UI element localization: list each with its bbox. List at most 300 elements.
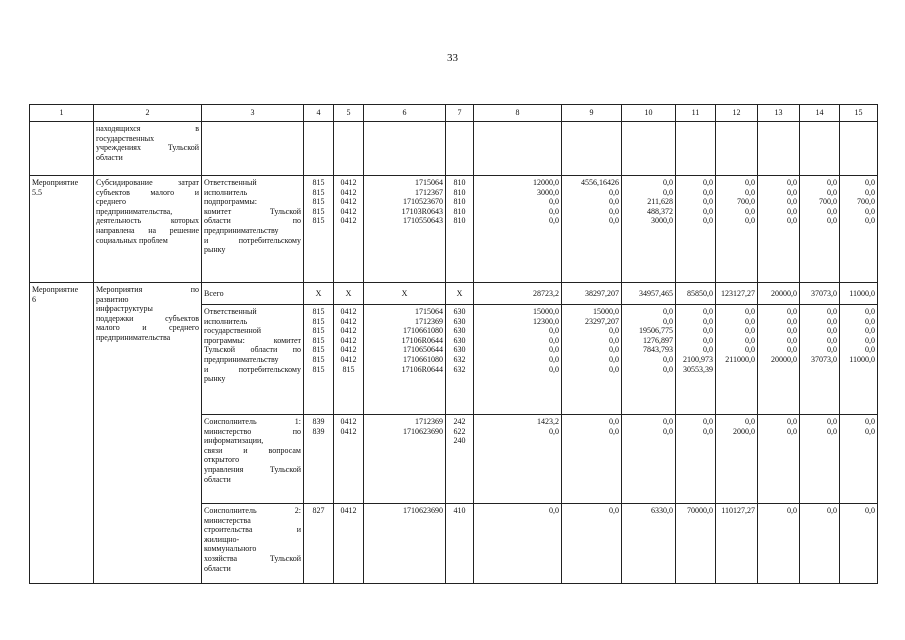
activity-6-total-col4: X [304, 283, 334, 305]
activity-5-5-label [30, 176, 94, 283]
cell-line: 0,0 [609, 206, 619, 216]
cell-line: 0,0 [703, 426, 713, 436]
header-col-15: 15 [840, 105, 878, 122]
activity-6-co2-col9: 0,0 [562, 504, 622, 584]
header-col-13: 13 [758, 105, 800, 122]
cell-line: 1712369 [415, 417, 443, 426]
cell-line: 0412 [340, 307, 357, 316]
cell-line: 0,0 [703, 335, 713, 345]
cell-line: 0,0 [865, 335, 875, 345]
cell-line: субъектов малого и [96, 187, 199, 197]
cell-line: 0,0 [745, 326, 755, 336]
activity-5-5-row [30, 176, 878, 283]
header-col-12: 12 [716, 105, 758, 122]
activity-6-total-col15: 11000,0 [840, 283, 878, 305]
cell-line: 0,0 [865, 216, 875, 226]
activity-5-5-col6 [364, 176, 446, 283]
cell-line: области [96, 152, 123, 162]
page-number: 33 [447, 52, 458, 64]
cell-line: 0,0 [609, 187, 619, 197]
header-col-5: 5 [334, 105, 364, 122]
cell-line: государственных [96, 133, 155, 143]
cell-line: 810 [453, 197, 466, 207]
cell-line: 0,0 [827, 216, 837, 226]
cell-line: комитет Тульской [204, 206, 301, 216]
cell-line: 815 [312, 345, 325, 355]
cell-line: деятельность которых [96, 216, 199, 226]
cell-line: 0,0 [609, 417, 619, 426]
cell-line: 0,0 [787, 316, 797, 326]
cell-line: 0,0 [787, 417, 797, 426]
cell-line: 1710623690 [403, 426, 443, 436]
cell-line: 0,0 [703, 307, 713, 316]
cell-line: 815 [312, 197, 325, 207]
cell-line: 810 [453, 178, 466, 187]
cell-line: 0412 [340, 417, 357, 426]
cell-line: министерство по [204, 426, 301, 436]
cell-line: информатизации, [204, 436, 264, 446]
cell-line: 0,0 [827, 326, 837, 336]
cell-line: 211,628 [647, 197, 673, 207]
cell-line: 1712367 [415, 187, 443, 197]
cell-line: 211000,0 [725, 354, 755, 364]
activity-6-co1-col11 [676, 415, 716, 504]
cell-line: 700,0 [857, 197, 875, 207]
cell-line: рынку [204, 374, 226, 384]
cell-line: 1710523670 [403, 197, 443, 207]
cell-line: 1712369 [415, 316, 443, 326]
cell-line: 622 [453, 426, 466, 436]
cell-line: 3000,0 [651, 216, 673, 226]
cell-line: 0,0 [787, 216, 797, 226]
cell-line: 0,0 [787, 206, 797, 216]
cell-line: 0,0 [609, 197, 619, 207]
header-col-8: 8 [474, 105, 562, 122]
cell-line: 632 [453, 364, 466, 374]
cell-line: 839 [312, 417, 325, 426]
activity-6-total-col6: X [364, 283, 446, 305]
cell-line: 11000,0 [849, 354, 875, 364]
cell-line: 0,0 [549, 326, 559, 336]
cell-line: 488,372 [647, 206, 673, 216]
activity-6-description [94, 283, 202, 584]
cell-line: 815 [312, 316, 325, 326]
cell-line: 0,0 [663, 364, 673, 374]
cell-line: 0,0 [549, 354, 559, 364]
activity-6-total-col11: 85850,0 [676, 283, 716, 305]
cell-line: 0,0 [703, 197, 713, 207]
activity-5-5-col8 [474, 176, 562, 283]
cell-line: 0,0 [745, 187, 755, 197]
cell-line: 815 [312, 178, 325, 187]
cell-line: 810 [453, 216, 466, 226]
cell-line: 4556,16426 [581, 178, 619, 187]
cell-line: 0,0 [663, 307, 673, 316]
cell-line: 0,0 [549, 216, 559, 226]
cell-line: 0412 [340, 178, 357, 187]
cell-line: 0,0 [827, 187, 837, 197]
header-col-1: 1 [30, 105, 94, 122]
cell-line: 15000,0 [533, 307, 559, 316]
cell-line: 0,0 [663, 316, 673, 326]
cell-line: 0,0 [827, 417, 837, 426]
activity-6-total-col10: 34957,465 [622, 283, 676, 305]
cell-line: Ответственный [204, 178, 257, 187]
activity-6-co1-col4 [304, 415, 334, 504]
cell-line: 0,0 [787, 426, 797, 436]
activity-5-5-executor [202, 176, 304, 283]
activity-6-resp-col9 [562, 305, 622, 415]
cell-line: 1715064 [415, 178, 443, 187]
cell-line: 0,0 [865, 316, 875, 326]
cell-line: 30553,39 [683, 364, 713, 374]
cell-line: 1710650644 [403, 345, 443, 355]
cell-line: 0,0 [745, 307, 755, 316]
cell-line: 17103R0643 [401, 206, 443, 216]
activity-6-coexecutor-1 [202, 415, 304, 504]
activity-6-co1-col10 [622, 415, 676, 504]
cell-line: 0,0 [787, 307, 797, 316]
activity-6-resp-col12 [716, 305, 758, 415]
activity-6-co1-col7 [446, 415, 474, 504]
header-col-14: 14 [800, 105, 840, 122]
activity-6-co1-col8 [474, 415, 562, 504]
cell-line: области [204, 563, 231, 573]
cell-line: 630 [453, 326, 466, 336]
cell-line: 1276,897 [643, 335, 673, 345]
header-col-11: 11 [676, 105, 716, 122]
cell-line: 630 [453, 345, 466, 355]
cell-line: Ответственный [204, 307, 257, 316]
cell-line: 2000,0 [733, 426, 755, 436]
cell-line: 815 [312, 216, 325, 226]
header-col-10: 10 [622, 105, 676, 122]
cell-line: 15000,0 [593, 307, 619, 316]
cell-line: поддержки субъектов [96, 313, 199, 323]
cell-line: 0,0 [703, 206, 713, 216]
cell-line: 0,0 [549, 345, 559, 355]
cell-line: 0,0 [703, 345, 713, 355]
cell-line: 0,0 [827, 206, 837, 216]
cell-line: 242 [453, 417, 466, 426]
activity-6-co2-col11: 70000,0 [676, 504, 716, 584]
cell-line: 0,0 [703, 187, 713, 197]
cell-line: области по [204, 216, 301, 226]
activity-6-total-col14: 37073,0 [800, 283, 840, 305]
cell-line: государственной [204, 326, 262, 336]
activity-6-total-col9: 38297,207 [562, 283, 622, 305]
activity-6-co2-col14: 0,0 [800, 504, 840, 584]
cell-line: открытого [204, 455, 240, 465]
cell-line: направлена на решение [96, 225, 199, 235]
cell-line: малого и среднего [96, 323, 199, 333]
budget-table [29, 104, 878, 584]
cell-line: 0,0 [549, 197, 559, 207]
activity-6-coexecutor-2 [202, 504, 304, 584]
cell-line: предпринимательства, [96, 206, 173, 216]
cell-line: Мероприятие [32, 285, 79, 294]
activity-6-co2-col10: 6330,0 [622, 504, 676, 584]
cell-line: 17106R0644 [401, 364, 443, 374]
activity-6-co2-col15: 0,0 [840, 504, 878, 584]
cell-line: 240 [453, 436, 466, 446]
activity-6-co2-col8: 0,0 [474, 504, 562, 584]
cell-line: 0,0 [609, 335, 619, 345]
cell-line: программы: комитет [204, 335, 301, 345]
cell-line: 1710661080 [403, 354, 443, 364]
cell-line: 6 [32, 294, 36, 304]
cell-line: подпрограммы: [204, 197, 257, 207]
cell-line: 0,0 [787, 178, 797, 187]
header-col-7: 7 [446, 105, 474, 122]
cell-line: 12000,0 [533, 178, 559, 187]
cell-line: области [204, 474, 231, 484]
activity-5-5-col7 [446, 176, 474, 283]
cell-line: связи и вопросам [204, 445, 301, 455]
cell-line: 17106R0644 [401, 335, 443, 345]
cell-line: 0,0 [787, 187, 797, 197]
activity-6-responsible-executor [202, 305, 304, 415]
cell-line: 0412 [340, 316, 357, 326]
cell-line: 0,0 [549, 335, 559, 345]
activity-6-label [30, 283, 94, 584]
activity-6-co1-col5 [334, 415, 364, 504]
header-col-4: 4 [304, 105, 334, 122]
cell-line: 839 [312, 426, 325, 436]
cell-line: 0,0 [549, 426, 559, 436]
activity-6-co1-col15 [840, 415, 878, 504]
header-row [30, 105, 878, 122]
cell-line: 0,0 [865, 178, 875, 187]
cell-line: 0,0 [609, 426, 619, 436]
cell-line: 810 [453, 206, 466, 216]
activity-6-co2-col4: 827 [304, 504, 334, 584]
activity-5-5-col12 [716, 176, 758, 283]
cell-line: 810 [453, 187, 466, 197]
activity-6-co1-col6 [364, 415, 446, 504]
cell-line [718, 365, 755, 375]
cell-line: 0,0 [609, 216, 619, 226]
cell-line: 815 [312, 335, 325, 345]
cell-line: Мероприятия по [96, 285, 199, 294]
cell-line: 0,0 [827, 426, 837, 436]
cell-line: 0,0 [609, 364, 619, 374]
activity-6-resp-col8 [474, 305, 562, 415]
header-col-6: 6 [364, 105, 446, 122]
cell-line: жилищно- [204, 534, 240, 544]
activity-6-co1-col12 [716, 415, 758, 504]
activity-6-total-col13: 20000,0 [758, 283, 800, 305]
cell-line: министерства [204, 515, 251, 525]
cell-line: 0,0 [703, 216, 713, 226]
cell-line: 700,0 [819, 197, 837, 207]
cell-line: 815 [312, 354, 325, 364]
cell-line: 630 [453, 316, 466, 326]
activity-5-5-col15 [840, 176, 878, 283]
cell-line: 0,0 [745, 178, 755, 187]
cell-line: Тульской области по [204, 345, 301, 355]
cell-line: 0412 [340, 216, 357, 226]
cell-line: 0,0 [745, 206, 755, 216]
activity-6-co2-col5: 0412 [334, 504, 364, 584]
cell-line: 7843,793 [643, 345, 673, 355]
cell-line: 0412 [340, 326, 357, 336]
activity-6-co2-col12: 110127,27 [716, 504, 758, 584]
cell-line: 0,0 [703, 316, 713, 326]
cell-line: 0,0 [865, 326, 875, 336]
cell-line: 0,0 [663, 178, 673, 187]
cell-line: рынку [204, 245, 226, 255]
cell-line: 0,0 [865, 426, 875, 436]
activity-6-co1-col13 [758, 415, 800, 504]
cell-line: предпринимательства [96, 332, 171, 342]
cell-line: 0,0 [663, 426, 673, 436]
cell-line: 0,0 [787, 345, 797, 355]
cell-line: 0,0 [703, 417, 713, 426]
cell-line: 815 [312, 187, 325, 197]
activity-6-co2-col7: 410 [446, 504, 474, 584]
cell-line: 0,0 [745, 335, 755, 345]
cell-line: 1715064 [415, 307, 443, 316]
cell-line: 3000,0 [537, 187, 559, 197]
continuation-row [30, 122, 878, 176]
cell-line: 0,0 [827, 307, 837, 316]
cell-line: Соисполнитель 2: [204, 506, 301, 515]
cell-line: 2100,973 [683, 354, 713, 364]
activity-6-co1-col14 [800, 415, 840, 504]
cell-line: 1423,2 [537, 417, 559, 426]
cell-line: инфраструктуры [96, 304, 153, 314]
continuation-description [94, 122, 202, 176]
cell-line: Соисполнитель 1: [204, 417, 301, 426]
cell-line: 19506,775 [639, 326, 673, 336]
cell-line: 0,0 [865, 187, 875, 197]
cell-line: 815 [312, 326, 325, 336]
activity-6-co2-col6: 1710623690 [364, 504, 446, 584]
cell-line: 12300,0 [533, 316, 559, 326]
cell-line: 815 [312, 206, 325, 216]
cell-line: 0,0 [787, 197, 797, 207]
cell-line: 0,0 [609, 326, 619, 336]
cell-line: развитию [96, 294, 129, 304]
cell-line: 632 [453, 354, 466, 364]
cell-line: 0,0 [865, 417, 875, 426]
cell-line: 0,0 [865, 345, 875, 355]
activity-6-resp-col11 [676, 305, 716, 415]
activity-5-5-col5 [334, 176, 364, 283]
cell-line: 0412 [340, 206, 357, 216]
cell-line: 0,0 [745, 417, 755, 426]
activity-6-resp-col13 [758, 305, 800, 415]
cell-line: 5.5 [32, 187, 42, 197]
cell-line: 630 [453, 335, 466, 345]
activity-6-resp-col6 [364, 305, 446, 415]
activity-6-total-row [30, 283, 878, 305]
cell-line: 0,0 [745, 216, 755, 226]
cell-line: 23297,207 [585, 316, 619, 326]
activity-6-co2-col13: 0,0 [758, 504, 800, 584]
cell-line: 0,0 [787, 335, 797, 345]
activity-6-resp-col15 [840, 305, 878, 415]
cell-line: 1710661080 [403, 326, 443, 336]
cell-line: 630 [453, 307, 466, 316]
cell-line: 0,0 [703, 178, 713, 187]
cell-line: 0,0 [663, 417, 673, 426]
cell-line: 0412 [340, 426, 357, 436]
cell-line: 0,0 [663, 354, 673, 364]
cell-line: коммунального [204, 544, 257, 554]
activity-6-total-col5: X [334, 283, 364, 305]
cell-line: 0,0 [609, 354, 619, 364]
cell-line: предпринимательству [204, 354, 279, 364]
cell-line: 0,0 [745, 316, 755, 326]
cell-line: 0412 [340, 197, 357, 207]
cell-line: исполнитель [204, 316, 248, 326]
cell-line: Субсидирование затрат [96, 178, 199, 187]
cell-line: 0,0 [865, 307, 875, 316]
activity-5-5-col4 [304, 176, 334, 283]
cell-line: 0,0 [609, 345, 619, 355]
activity-6-resp-col5 [334, 305, 364, 415]
cell-line: строительства и [204, 525, 301, 535]
activity-6-resp-col10 [622, 305, 676, 415]
activity-6-resp-col14 [800, 305, 840, 415]
cell-line: 815 [342, 364, 355, 374]
cell-line: учреждениях Тульской [96, 143, 199, 153]
activity-6-total-col7: X [446, 283, 474, 305]
cell-line: 0,0 [787, 326, 797, 336]
cell-line: 0,0 [827, 335, 837, 345]
cell-line: хозяйства Тульской [204, 553, 301, 563]
activity-5-5-col11 [676, 176, 716, 283]
cell-line: 0,0 [827, 345, 837, 355]
cell-line: находящихся в [96, 124, 199, 133]
cell-line: 20000,0 [771, 354, 797, 364]
cell-line: 0,0 [827, 316, 837, 326]
cell-line: 0,0 [865, 206, 875, 216]
cell-line: 0,0 [549, 364, 559, 374]
cell-line: 0,0 [745, 345, 755, 355]
cell-line [760, 365, 797, 375]
cell-line: и потребительскому [204, 364, 301, 374]
activity-5-5-col14 [800, 176, 840, 283]
cell-line: 1710550643 [403, 216, 443, 226]
cell-line: 700,0 [737, 197, 755, 207]
cell-line: 0,0 [549, 206, 559, 216]
cell-line: среднего [96, 197, 126, 207]
activity-6-total-col12: 123127,27 [716, 283, 758, 305]
cell-line: управления Тульской [204, 464, 301, 474]
cell-line: 0,0 [827, 178, 837, 187]
cell-line: 0412 [340, 345, 357, 355]
header-col-2: 2 [94, 105, 202, 122]
cell-line [842, 365, 875, 375]
activity-5-5-description [94, 176, 202, 283]
cell-line: Мероприятие [32, 178, 79, 187]
cell-line: социальных проблем [96, 235, 168, 245]
cell-line: 815 [312, 364, 325, 374]
activity-6-resp-col4 [304, 305, 334, 415]
cell-line: 0,0 [663, 187, 673, 197]
header-col-3: 3 [202, 105, 304, 122]
activity-6-total-label: Всего [202, 283, 304, 305]
activity-5-5-col10 [622, 176, 676, 283]
activity-5-5-col13 [758, 176, 800, 283]
cell-line: 815 [312, 307, 325, 316]
cell-line: 0412 [340, 335, 357, 345]
cell-line [802, 365, 837, 375]
activity-6-total-col8: 28723,2 [474, 283, 562, 305]
